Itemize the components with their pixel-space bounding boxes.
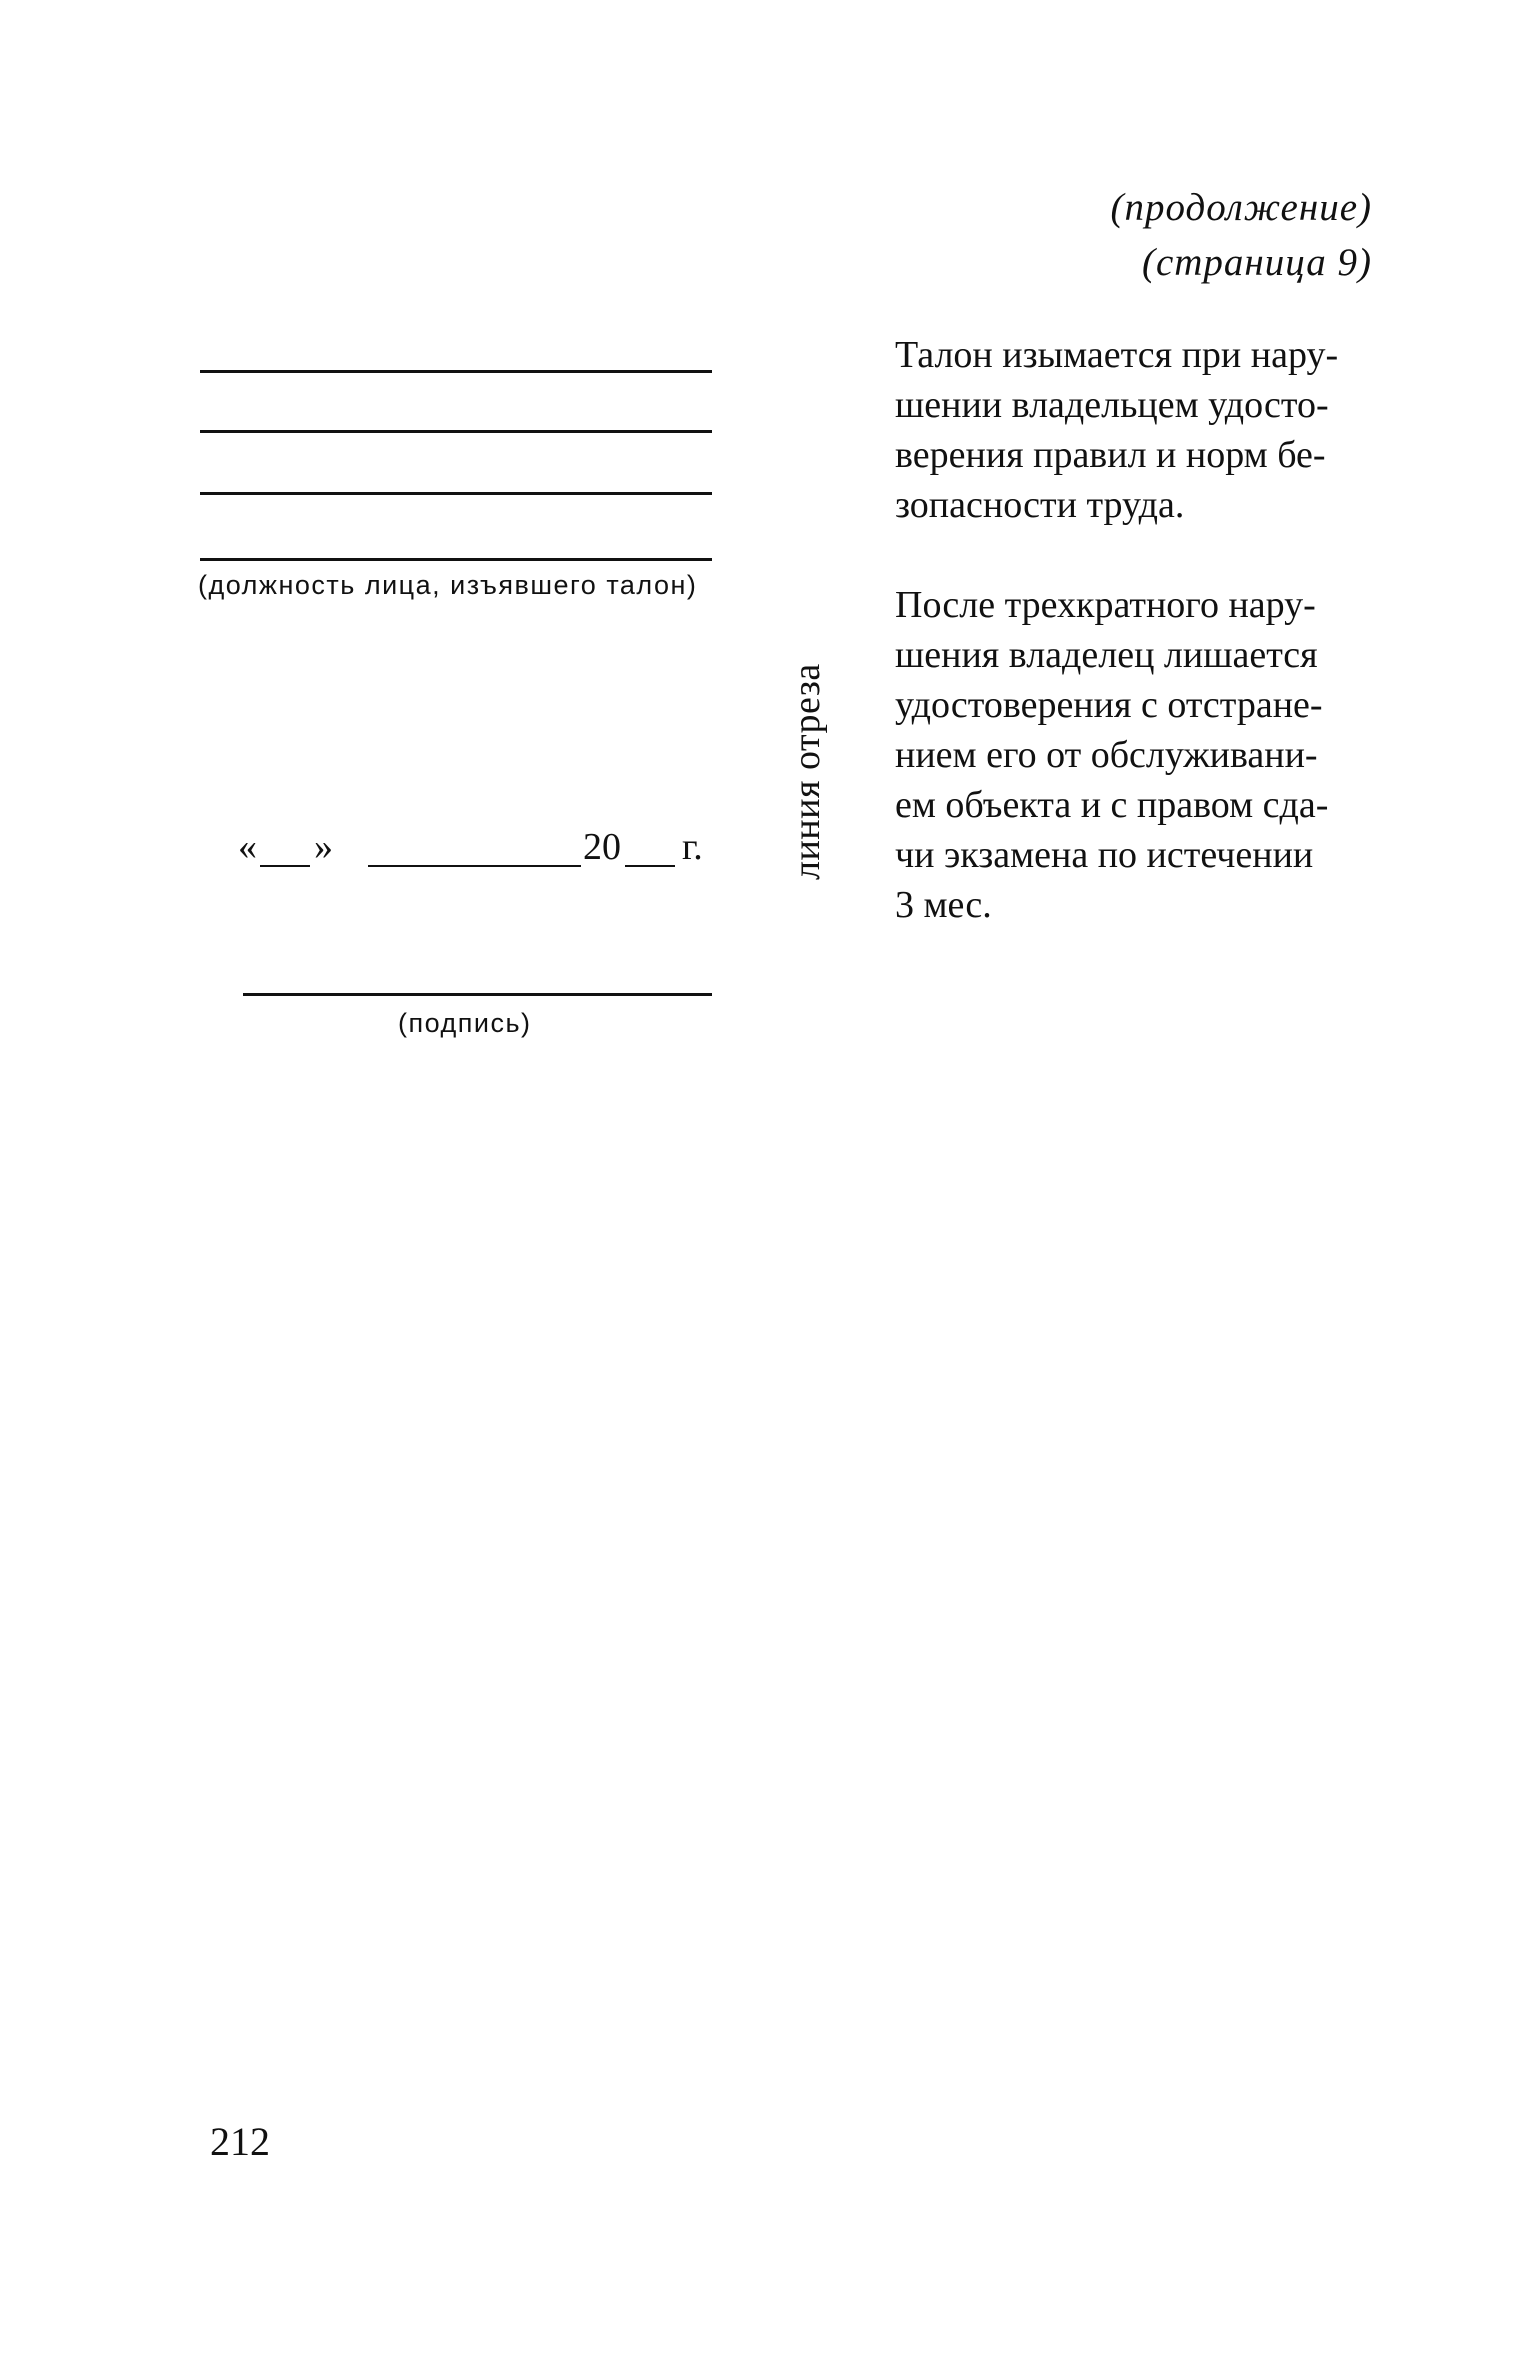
year-blank (625, 865, 675, 867)
page-label: (страница 9) (1141, 241, 1372, 284)
position-caption: (должность лица, изъявшего талон) (198, 570, 698, 600)
signature-line (243, 993, 712, 996)
month-blank (368, 865, 581, 867)
cut-line-label: линия отреза (786, 663, 828, 880)
coupon-form (0, 0, 760, 1200)
continuation-label: (продолжение) (1110, 186, 1372, 229)
year-prefix: 20 (583, 826, 621, 868)
signature-caption: (подпись) (398, 1008, 532, 1038)
page-number: 212 (210, 2119, 270, 2164)
date-close-quote: » (314, 826, 333, 868)
year-suffix: г. (682, 826, 703, 868)
blank-line-3 (200, 492, 712, 495)
date-open-quote: « (238, 826, 257, 868)
page-header (1111, 180, 1372, 290)
blank-line-4 (200, 558, 712, 561)
rule-paragraph-2: После трехкратного нару- шения владелец лишается удостоверения с отстране- нием его от обслуживани- ем объекта и с правом сда- чи экзамена по истечении 3 мес. (895, 584, 1329, 926)
blank-line-2 (200, 430, 712, 433)
rule-paragraph-1: Талон изымается при нару- шении владельцем удосто- верения правил и норм бе- зопасности труда. (895, 334, 1339, 526)
date-field (238, 825, 708, 875)
blank-line-1 (200, 370, 712, 373)
day-blank (260, 865, 310, 867)
coupon-rules (895, 330, 1375, 980)
